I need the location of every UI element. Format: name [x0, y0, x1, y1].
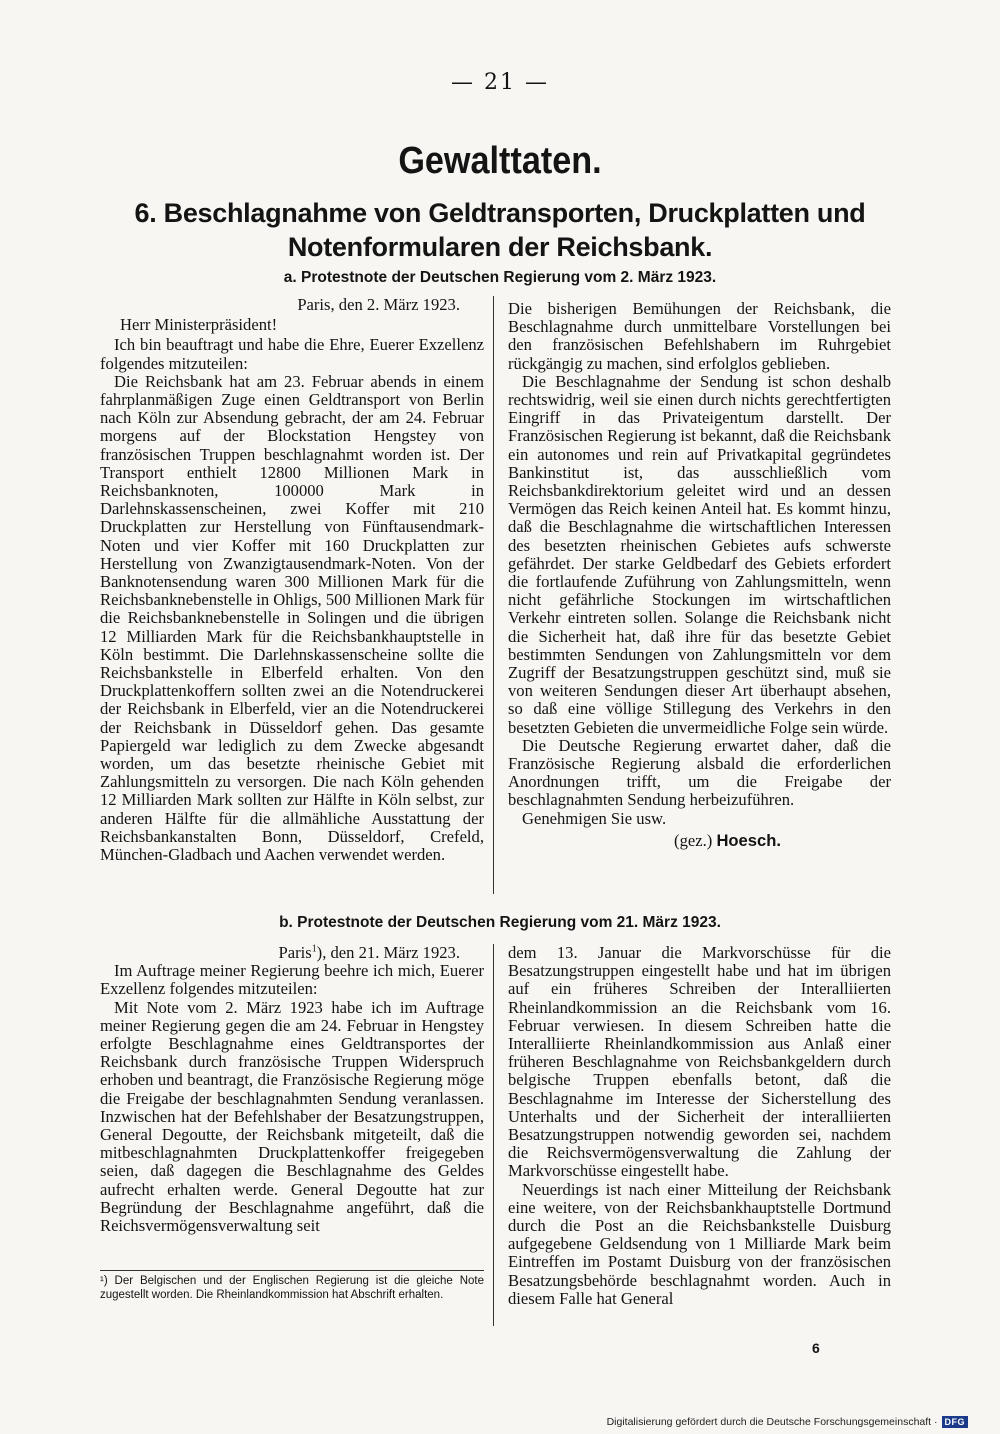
page-number: — 21 — [451, 70, 549, 95]
chapter-heading: 6. Beschlagnahme von Geldtransporten, Druckplatten und Notenformularen der Reichsbank. [134, 198, 866, 262]
credit-text: Digitalisierung gefördert durch die Deutsche Forschungsgemeinschaft · [606, 1416, 938, 1428]
digitization-credit [607, 1416, 968, 1428]
column-divider [493, 944, 494, 1326]
salutation: Herr Ministerpräsident! [120, 315, 278, 335]
paragraph: Die Beschlagnahme der Sendung ist schon deshalb rechtswidrig, weil sie einen durch nichts gerechtfertigten Eingriff in das Privateigentum darstellt. Der Französischen Regierung ist bekannt, daß die Reichsbank ein autonomes und rein auf Privatkapital gegründetes Bankinstitut ist, das ausschließlich vom Reichsbankdirektorium geleitet wird und an dessen Vermögen das Reich keinen Anteil hat. Es kommt hinzu, daß die Beschlagnahme die wirtschaftlichen Interessen des besetzten rheinischen Gebietes aufs schwerste gefährdet. Der starke Geldbedarf des Gebiets erfordert die fortlaufende Zuführung von Zahlungsmitteln, wenn nicht gefährliche Stockungen im wirtschaftlichen Verkehr eintreten sollen. Solange die Reichsbank nicht die Sicherheit hat, daß ihre für das besetzte Gebiet bestimmten Sendungen von Zahlungsmitteln vor dem Zugriff der Besatzungstruppen geschützt sind, muß sie von weiteren Sendungen dieser Art überhaupt absehen, so daß eine völlige Stillegung des Verkehrs in den besetzten Gebieten die unvermeidliche Folge sein würde. [508, 371, 891, 737]
paragraph: dem 13. Januar die Markvorschüsse für die Besatzungstruppen eingestellt habe und hat im übrigen auf ein früheres Schreiben der Interalliierten Rheinlandkommission an die Reichsbank vom 16. Februar verwiesen. In diesem Schreiben hatte die Interalliierte Rheinlandkommission aus Anlaß einer früheren Beschlagnahme von Reichsbankgeldern durch belgische Truppen ebenfalls betont, daß die Beschlagnahme im Interesse der Sicherstellung des Unterhalts und der Sicherheit der interalliierten Besatzungstruppen notwendig geworden sei, nachdem die Reichsvermögensverwaltung die Zahlung der Markvorschüsse eingestellt habe. [508, 943, 891, 1181]
paragraph: Mit Note vom 2. März 1923 habe ich im Auftrage meiner Regierung gegen die am 24. Februar in Hengstey erfolgte Beschlagnahme eines Geldtransportes der Reichsbank durch französische Truppen Widerspruch erhoben und beantragt, die Französische Regierung möge die Freigabe der beschlagnahmten Sendung veranlassen. Inzwischen hat der Befehlshaber der Besatzungstruppen, General Degoutte, der Reichsbank mitgeteilt, daß die mitbeschlagnahmten Druckplattenkoffer freigegeben seien, daß dagegen die Beschlagnahme des Geldes aufrecht erhalten werde. General Degoutte hat zur Begründung der Beschlagnahme angeführt, daß die Reichsvermögensverwaltung seit [100, 997, 484, 1236]
column-divider [493, 296, 494, 894]
paragraph: Ich bin beauftragt und habe die Ehre, Euerer Exzellenz folgendes mitzuteilen: [100, 335, 484, 373]
signature-prefix: (gez.) [674, 830, 713, 850]
footnote: ¹) Der Belgischen und der Englischen Regierung ist die gleiche Note zugestellt worden. Die Rheinlandkommission hat Abschrift erhalten. [100, 1275, 484, 1301]
paragraph: Die Reichsbank hat am 23. Februar abends in einem fahrplanmäßigen Zuge einen Geldtransport von Berlin nach Köln zur Absendung gebracht, der am 24. Februar morgens auf der Blockstation Hengstey von französischen Truppen beschlagnahmt worden ist. Der Transport enthielt 12800 Millionen Mark in Reichsbanknoten, 100000 Mark in Darlehnskassenscheinen, zwei Koffer mit 210 Druckplatten zur Herstellung von Fünftausendmark-Noten und vier Koffer mit 160 Druckplatten zur Herstellung von Zwanzigtausendmark-Noten. Von der Banknotensendung waren 300 Millionen Mark für die Reichsbanknebenstelle in Ohligs, 500 Millionen Mark für die Reichsbanknebenstelle in Solingen und die übrigen 12 Milliarden Mark für die Reichsbankhauptstelle in Köln bestimmt. Die Darlehnskassenscheine sollte die Reichsbankstelle in Elberfeld erhalten. Von den Druckplattenkoffern sollten zwei an die Notendruckerei der Reichsbank in Elberfeld, vier an die Notendruckerei der Reichsbank in Düsseldorf gehen. Das gesamte Papiergeld war lediglich zu dem Zwecke abgesandt worden, um das besetzte rheinische Gebiet mit Zahlungsmitteln zu versorgen. Die nach Köln gehenden 12 Milliarden Mark sollten zur Hälfte in Köln selbst, zur anderen Hälfte für die allmähliche Ausstattung der Reichsbankanstalten Bonn, Düsseldorf, Crefeld, München-Gladbach und Aachen verwendet werden. [100, 371, 484, 865]
paragraph: Neuerdings ist nach einer Mitteilung der Reichsbank eine weitere, von der Reichsbankhauptstelle Dortmund durch die Post an die Reichsbankstelle Duisburg aufgegebene Geldsendung von 1 Milliarde Mark beim Eintreffen im Postamt Duisburg von der französischen Besatzungsbehörde beschlagnahmt worden. Auch in diesem Falle hat General [508, 1179, 891, 1308]
place-date: Paris, den 2. März 1923. [297, 295, 460, 314]
paragraph: Genehmigen Sie usw. [522, 808, 667, 828]
page-title: Gewalttaten. [398, 140, 602, 182]
dfg-logo: DFG [942, 1416, 969, 1428]
paragraph: Die bisherigen Bemühungen der Reichsbank, die Beschlagnahme durch unmittelbare Vorstellungen bei den französischen Befehlshabern im Ruhrgebiet rückgängig zu machen, sind erfolglos geblieben. [508, 299, 891, 373]
section-a-right-column [508, 300, 891, 850]
sheet-signature: 6 [812, 1340, 820, 1356]
signature-name: Hoesch. [716, 830, 781, 850]
place: Paris [278, 943, 312, 962]
section-b-right-column [508, 944, 891, 1308]
section-b-heading: b. Protestnote der Deutschen Regierung vom 21. März 1923. [279, 914, 721, 931]
footnote-marker: 1 [311, 943, 317, 955]
place-date [100, 944, 484, 962]
section-a-heading: a. Protestnote der Deutschen Regierung vom 2. März 1923. [283, 269, 717, 286]
section-a-left-column [100, 296, 484, 864]
section-b-left-column [100, 944, 484, 1235]
signature [508, 832, 891, 850]
paragraph: Die Deutsche Regierung erwartet daher, daß die Französische Regierung alsbald die erforderlichen Anordnungen trifft, um die Freigabe der beschlagnahmten Sendung herbeizuführen. [508, 735, 891, 810]
date: ), den 21. März 1923. [316, 943, 460, 962]
paragraph: Im Auftrage meiner Regierung beehre ich mich, Euerer Exzellenz folgendes mitzuteilen: [100, 961, 484, 999]
footnote-rule [100, 1270, 484, 1271]
